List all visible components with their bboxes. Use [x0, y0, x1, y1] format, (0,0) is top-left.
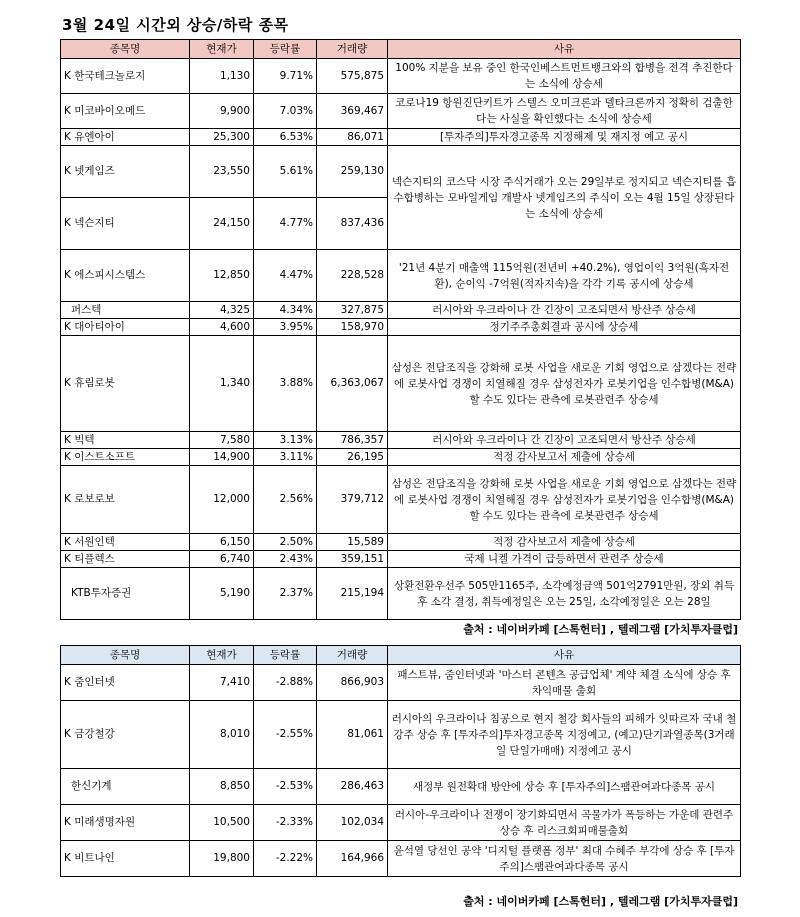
- stock-volume: 86,071: [317, 129, 388, 146]
- stock-price: 5,190: [190, 568, 254, 620]
- stock-change: 2.50%: [254, 534, 317, 551]
- stock-name: K 빅텍: [61, 432, 190, 449]
- stock-reason: 코로나19 항원진단키트가 스텔스 오미크론과 델타크론까지 정확히 검출한다는 사실을 확인했다는 소식에 상승세: [388, 94, 741, 129]
- table-row: [61, 841, 741, 877]
- table-row: [61, 336, 741, 432]
- stock-price: 8,850: [190, 769, 254, 805]
- stock-volume: 575,875: [317, 59, 388, 94]
- stock-change: 3.95%: [254, 319, 317, 336]
- stock-price: 6,150: [190, 534, 254, 551]
- col-header-volume: 거래량: [317, 646, 388, 665]
- stock-volume: 158,970: [317, 319, 388, 336]
- page-title: 3월 24일 시간외 상승/하락 종목: [62, 16, 289, 34]
- stock-change: 5.61%: [254, 146, 317, 198]
- table-row: [61, 59, 741, 94]
- stock-name: K 대아티아이: [61, 319, 190, 336]
- table-row: [61, 551, 741, 568]
- table-header-row: [61, 646, 741, 665]
- table-row: [61, 94, 741, 129]
- col-header-price: 현재가: [190, 646, 254, 665]
- stock-volume: 102,034: [317, 805, 388, 841]
- stock-volume: 866,903: [317, 665, 388, 701]
- stock-price: 9,900: [190, 94, 254, 129]
- stock-volume: 215,194: [317, 568, 388, 620]
- table-row: [61, 302, 741, 319]
- stock-reason: 러시아의 우크라이나 침공으로 현지 철강 회사들의 피해가 잇따르자 국내 철강주 상승 후 [투자주의]투자경고종목 지정예고, (예고)단기과열종목(3거래일 단일가매매) 지정예고 공시: [388, 701, 741, 769]
- stock-price: 7,410: [190, 665, 254, 701]
- stock-reason: 100% 지분을 보유 중인 한국인베스트먼트뱅크와의 합병을 전격 추진한다는 소식에 상승세: [388, 59, 741, 94]
- stock-change: 4.77%: [254, 198, 317, 250]
- table-row: [61, 129, 741, 146]
- stock-reason: 정기주주총회결과 공시에 상승세: [388, 319, 741, 336]
- stock-name: 퍼스텍: [61, 302, 190, 319]
- col-header-reason: 사유: [388, 646, 741, 665]
- stock-reason: 적정 감사보고서 제출에 상승세: [388, 534, 741, 551]
- stock-volume: 286,463: [317, 769, 388, 805]
- stock-price: 8,010: [190, 701, 254, 769]
- stock-reason: 넥슨지티의 코스닥 시장 주식거래가 오는 29일부로 정지되고 넥슨지티를 흡수합병하는 모바일게임 개발사 넷게임즈의 주식이 오는 4월 15일 상장된다는 소식에 상승세: [388, 146, 741, 250]
- stock-price: 4,325: [190, 302, 254, 319]
- stock-reason: 러시아와 우크라이나 간 긴장이 고조되면서 방산주 상승세: [388, 302, 741, 319]
- stock-price: 19,800: [190, 841, 254, 877]
- stock-name: K 휴림로봇: [61, 336, 190, 432]
- table-row: [61, 769, 741, 805]
- stock-volume: 359,151: [317, 551, 388, 568]
- stock-name: 한신기계: [61, 769, 190, 805]
- col-header-price: 현재가: [190, 40, 254, 59]
- stock-change: 2.37%: [254, 568, 317, 620]
- stock-reason: 새정부 원전확대 방안에 상승 후 [투자주의]스팸관여과다종목 공시: [388, 769, 741, 805]
- stock-price: 24,150: [190, 198, 254, 250]
- source-credit-up: 출처 : 네이버카페 [스톡헌터] , 텔레그램 [가치투자클럽]: [463, 623, 738, 636]
- stock-price: 12,000: [190, 466, 254, 534]
- stock-name: K 에스피시스템스: [61, 250, 190, 302]
- stock-price: 14,900: [190, 449, 254, 466]
- table-row: [61, 534, 741, 551]
- stock-name: K 이스트소프트: [61, 449, 190, 466]
- stock-name: K 서원인텍: [61, 534, 190, 551]
- stock-price: 10,500: [190, 805, 254, 841]
- stock-name: K 미코바이오메드: [61, 94, 190, 129]
- stock-change: -2.55%: [254, 701, 317, 769]
- stock-name: K 넷게임즈: [61, 146, 190, 198]
- table-row: [61, 319, 741, 336]
- rising-stocks-table: [60, 39, 741, 620]
- stock-change: 4.34%: [254, 302, 317, 319]
- table-row: [61, 665, 741, 701]
- stock-change: -2.88%: [254, 665, 317, 701]
- stock-reason: 삼성은 전담조직을 강화해 로봇 사업을 새로운 기회 영업으로 삼겠다는 전략에 로봇사업 경쟁이 치열해질 경우 삼성전자가 로봇기업을 인수합병(M&A)할 수도 있다는 관측에 로봇관련주 상승세: [388, 466, 741, 534]
- stock-volume: 259,130: [317, 146, 388, 198]
- falling-stocks-table: [60, 645, 741, 877]
- stock-price: 6,740: [190, 551, 254, 568]
- stock-change: 2.43%: [254, 551, 317, 568]
- table-row: [61, 432, 741, 449]
- stock-volume: 369,467: [317, 94, 388, 129]
- stock-reason: 러시아와 우크라이나 간 긴장이 고조되면서 방산주 상승세: [388, 432, 741, 449]
- table-row: [61, 568, 741, 620]
- stock-reason: 적정 감사보고서 제출에 상승세: [388, 449, 741, 466]
- col-header-change: 등락률: [254, 646, 317, 665]
- stock-reason: 러시아-우크라이나 전쟁이 장기화되면서 곡물가가 폭등하는 가운데 관련주 상승 후 리스크회피매물출회: [388, 805, 741, 841]
- stock-volume: 786,357: [317, 432, 388, 449]
- table-row: [61, 449, 741, 466]
- stock-change: 9.71%: [254, 59, 317, 94]
- stock-change: -2.22%: [254, 841, 317, 877]
- stock-change: 4.47%: [254, 250, 317, 302]
- stock-change: 3.88%: [254, 336, 317, 432]
- stock-name: K 넥슨지티: [61, 198, 190, 250]
- table-row: [61, 466, 741, 534]
- stock-name: KTB투자증권: [61, 568, 190, 620]
- table-row: [61, 146, 741, 198]
- stock-price: 23,550: [190, 146, 254, 198]
- col-header-volume: 거래량: [317, 40, 388, 59]
- stock-reason: [투자주의]투자경고종목 지정해제 및 재지정 예고 공시: [388, 129, 741, 146]
- stock-reason: 윤석열 당선인 공약 '디지털 플랫폼 정부' 최대 수혜주 부각에 상승 후 [투자주의]스팸관여과다종목 공시: [388, 841, 741, 877]
- stock-volume: 15,589: [317, 534, 388, 551]
- table-header-row: [61, 40, 741, 59]
- stock-name: K 티플렉스: [61, 551, 190, 568]
- stock-name: K 비트나인: [61, 841, 190, 877]
- col-header-name: 종목명: [61, 40, 190, 59]
- stock-price: 7,580: [190, 432, 254, 449]
- source-credit-down: 출처 : 네이버카페 [스톡헌터] , 텔레그램 [가치투자클럽]: [463, 895, 738, 908]
- table-row: [61, 701, 741, 769]
- stock-change: -2.33%: [254, 805, 317, 841]
- stock-name: K 한국테크놀로지: [61, 59, 190, 94]
- stock-name: K 로보로보: [61, 466, 190, 534]
- stock-price: 12,850: [190, 250, 254, 302]
- stock-volume: 228,528: [317, 250, 388, 302]
- stock-reason: 삼성은 전담조직을 강화해 로봇 사업을 새로운 기회 영업으로 삼겠다는 전략에 로봇사업 경쟁이 치열해질 경우 삼성전자가 로봇기업을 인수합병(M&A)할 수도 있다는 관측에 로봇관련주 상승세: [388, 336, 741, 432]
- stock-price: 1,130: [190, 59, 254, 94]
- col-header-name: 종목명: [61, 646, 190, 665]
- stock-name: K 금강철강: [61, 701, 190, 769]
- stock-name: K 줌인터넷: [61, 665, 190, 701]
- stock-change: 2.56%: [254, 466, 317, 534]
- stock-volume: 6,363,067: [317, 336, 388, 432]
- stock-price: 25,300: [190, 129, 254, 146]
- stock-volume: 327,875: [317, 302, 388, 319]
- stock-reason: 패스트뷰, 줌인터넷과 '마스터 콘텐츠 공급업체' 계약 체결 소식에 상승 후 차익매물 출회: [388, 665, 741, 701]
- stock-volume: 837,436: [317, 198, 388, 250]
- stock-volume: 379,712: [317, 466, 388, 534]
- stock-change: 3.11%: [254, 449, 317, 466]
- stock-reason: '21년 4분기 매출액 115억원(전년비 +40.2%), 영업이익 3억원(흑자전환), 순이익 -7억원(적자지속)을 각각 기록 공시에 상승세: [388, 250, 741, 302]
- stock-price: 1,340: [190, 336, 254, 432]
- stock-change: 6.53%: [254, 129, 317, 146]
- col-header-reason: 사유: [388, 40, 741, 59]
- stock-name: K 미래생명자원: [61, 805, 190, 841]
- stock-price: 4,600: [190, 319, 254, 336]
- stock-reason: 국제 니켈 가격이 급등하면서 관련주 상승세: [388, 551, 741, 568]
- stock-change: -2.53%: [254, 769, 317, 805]
- table-row: [61, 805, 741, 841]
- stock-change: 3.13%: [254, 432, 317, 449]
- stock-volume: 164,966: [317, 841, 388, 877]
- table-row: [61, 250, 741, 302]
- stock-name: K 유엔아이: [61, 129, 190, 146]
- col-header-change: 등락률: [254, 40, 317, 59]
- stock-reason: 상환전환우선주 505만1165주, 소각예정금액 501억2791만원, 장외 취득 후 소각 결정, 취득예정일은 오는 25일, 소각예정일은 오는 28일: [388, 568, 741, 620]
- stock-volume: 26,195: [317, 449, 388, 466]
- stock-change: 7.03%: [254, 94, 317, 129]
- stock-volume: 81,061: [317, 701, 388, 769]
